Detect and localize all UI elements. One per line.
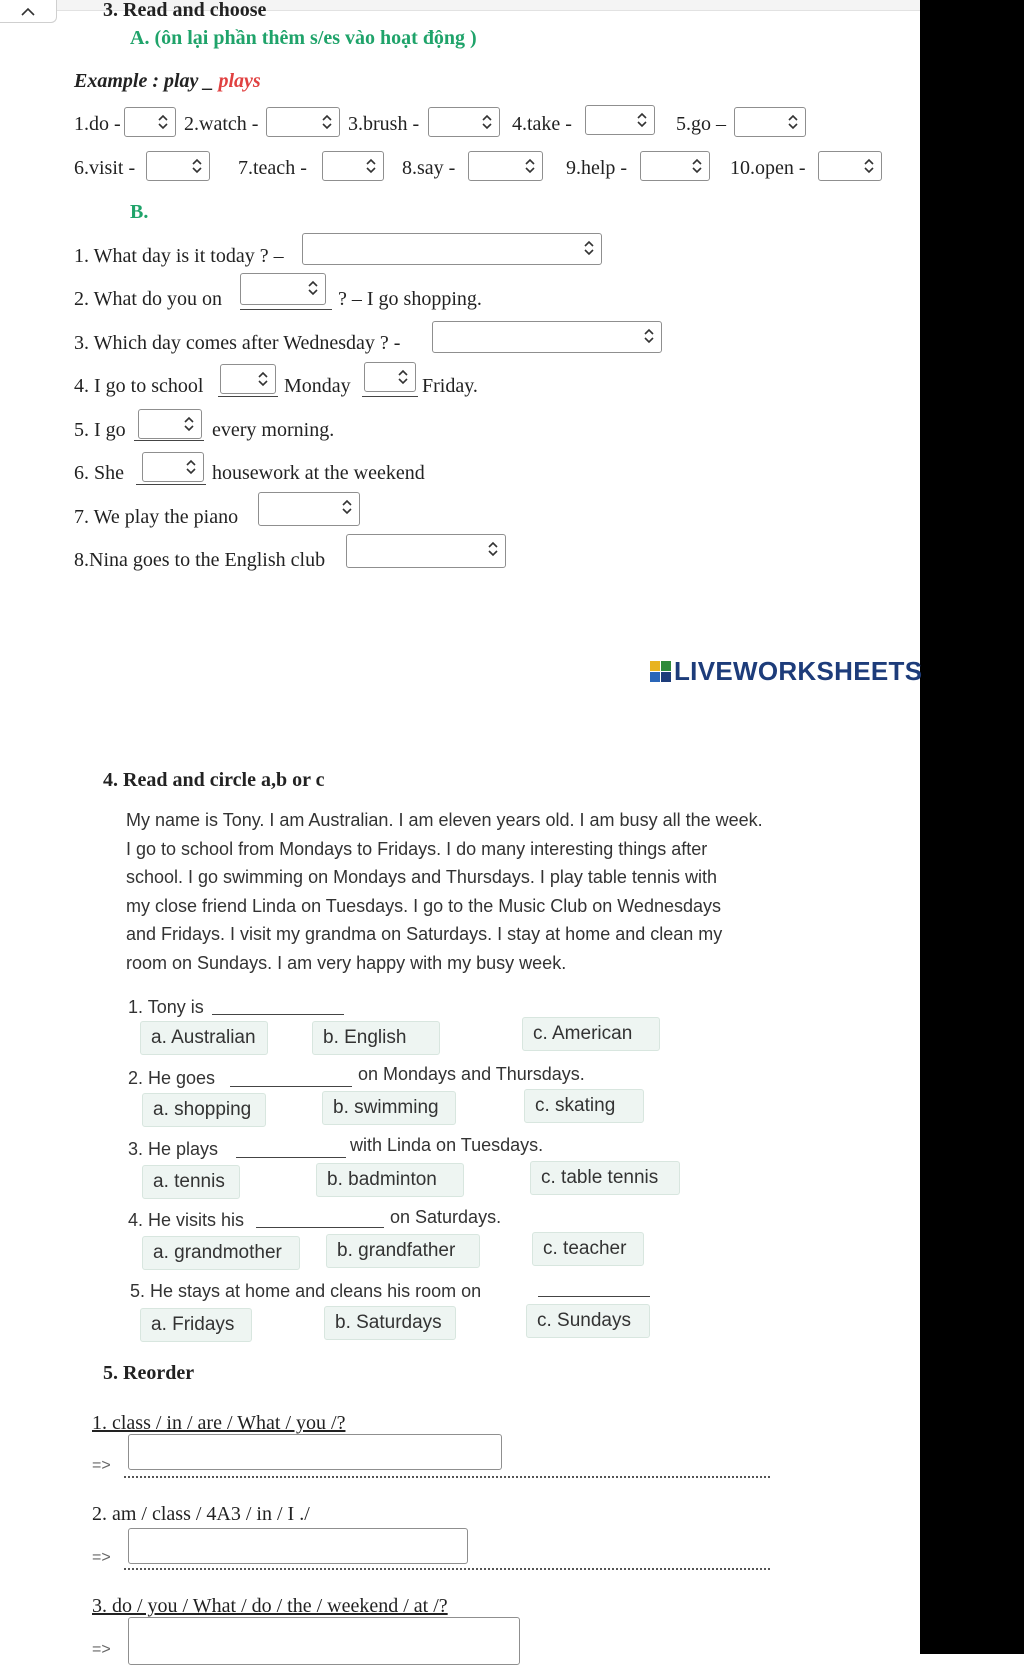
section3-title: 3. Read and choose	[103, 0, 267, 21]
example-line	[74, 70, 261, 93]
select-arrows-icon	[582, 238, 596, 258]
liveworksheets-grid-icon	[650, 661, 671, 682]
passage-line: and Fridays. I visit my grandma on Saturdays. I stay at home and clean my	[126, 924, 723, 944]
section3-partA-heading: A. (ôn lại phần thêm s/es vào hoạt động )	[130, 27, 477, 49]
select-arrows-icon	[306, 278, 320, 298]
section5-title: 5. Reorder	[103, 1362, 195, 1384]
section4-title: 4. Read and circle a,b or c	[103, 769, 325, 791]
passage-line: school. I go swimming on Mondays and Thursdays. I play table tennis with	[126, 867, 717, 887]
answer-dropdown[interactable]	[585, 105, 655, 135]
answer-blank	[256, 1227, 384, 1228]
answer-dropdown[interactable]	[240, 273, 326, 305]
item-label: 6.visit -	[74, 157, 136, 179]
question-2-text-end: on Mondays and Thursdays.	[358, 1064, 585, 1084]
answer-dropdown[interactable]	[322, 151, 384, 181]
item-label: 7.teach -	[238, 157, 307, 179]
option-a[interactable]: a. grandmother	[142, 1236, 300, 1270]
select-arrows-icon	[320, 112, 334, 132]
partB-question-3: 3. Which day comes after Wednesday ? -	[74, 332, 401, 354]
select-arrows-icon	[396, 367, 410, 387]
partB-question-6-post: housework at the weekend	[212, 462, 425, 484]
item-label: 8.say -	[402, 157, 456, 179]
partB-question-4-post: Friday.	[422, 375, 478, 397]
partB-question-8: 8.Nina goes to the English club	[74, 549, 326, 571]
passage-line: room on Sundays. I am very happy with my busy week.	[126, 952, 567, 973]
select-arrows-icon	[862, 156, 876, 176]
partB-question-4-mid: Monday	[284, 375, 351, 397]
reorder-answer-input-2[interactable]	[128, 1528, 468, 1564]
answer-dropdown[interactable]	[266, 107, 340, 137]
item-label: 1.do -	[74, 113, 121, 135]
question-5-text: 5. He stays at home and cleans his room on	[130, 1281, 482, 1301]
answer-dropdown[interactable]	[138, 409, 202, 439]
partB-question-2-pre: 2. What do you on	[74, 288, 222, 310]
item-label: 3.brush -	[348, 113, 420, 135]
partB-question-5-pre: 5. I go	[74, 419, 126, 441]
answer-arrow: =>	[92, 1549, 111, 1566]
liveworksheets-logo	[650, 656, 922, 686]
answer-dropdown[interactable]	[428, 107, 500, 137]
reorder-item-2: 2. am / class / 4A3 / in / I ./	[92, 1503, 310, 1525]
option-b[interactable]: b. swimming	[322, 1091, 456, 1125]
select-arrows-icon	[182, 414, 196, 434]
select-arrows-icon	[642, 326, 656, 346]
item-label: 4.take -	[512, 113, 572, 135]
item-label: 2.watch -	[184, 113, 259, 135]
question-3-text-end: with Linda on Tuesdays.	[350, 1135, 544, 1155]
question-1-text: 1. Tony is	[128, 997, 204, 1017]
select-arrows-icon	[523, 156, 537, 176]
item-label: 5.go –	[676, 113, 726, 135]
dotted-line	[124, 1476, 770, 1478]
select-arrows-icon	[184, 457, 198, 477]
passage-line: I go to school from Mondays to Fridays. I do many interesting things after	[126, 838, 708, 859]
liveworksheets-wordmark: LIVEWORKSHEETS	[674, 655, 923, 686]
option-c[interactable]: c. teacher	[532, 1232, 644, 1266]
select-arrows-icon	[480, 112, 494, 132]
partB-question-6-pre: 6. She	[74, 462, 124, 484]
partB-question-1: 1. What day is it today ? –	[74, 245, 284, 267]
option-b[interactable]: b. English	[312, 1021, 440, 1055]
answer-blank	[538, 1296, 650, 1297]
answer-dropdown[interactable]	[468, 151, 543, 181]
dotted-line	[124, 1568, 770, 1570]
answer-dropdown[interactable]	[220, 364, 276, 394]
item-label: 9.help -	[566, 157, 628, 179]
answer-dropdown[interactable]	[124, 107, 176, 137]
example-answer: plays	[218, 70, 261, 92]
select-arrows-icon	[486, 539, 500, 559]
answer-blank	[236, 1157, 346, 1158]
option-c[interactable]: c. table tennis	[530, 1161, 680, 1195]
answer-underline	[362, 396, 418, 397]
answer-dropdown[interactable]	[258, 492, 360, 526]
partB-question-7: 7. We play the piano	[74, 506, 239, 528]
chevron-up-icon	[21, 7, 35, 16]
option-a[interactable]: a. Fridays	[140, 1308, 252, 1342]
select-arrows-icon	[690, 156, 704, 176]
select-arrows-icon	[156, 112, 170, 132]
passage-line: My name is Tony. I am Australian. I am eleven years old. I am busy all the week.	[126, 810, 763, 830]
option-b[interactable]: b. Saturdays	[324, 1306, 456, 1340]
option-b[interactable]: b. badminton	[316, 1163, 464, 1197]
answer-arrow: =>	[92, 1641, 111, 1658]
item-label: 10.open -	[730, 157, 806, 179]
select-arrows-icon	[190, 156, 204, 176]
question-4-text: 4. He visits his	[128, 1210, 245, 1230]
answer-dropdown[interactable]	[640, 151, 710, 181]
answer-dropdown[interactable]	[818, 151, 882, 181]
answer-dropdown[interactable]	[432, 321, 662, 353]
answer-blank	[212, 1014, 344, 1015]
reorder-item-1: 1. class / in / are / What / you /?	[92, 1412, 346, 1434]
answer-dropdown[interactable]	[346, 534, 506, 568]
select-arrows-icon	[340, 497, 354, 517]
reorder-answer-input-3[interactable]	[128, 1617, 520, 1665]
answer-dropdown[interactable]	[734, 107, 806, 137]
section3-partB-heading: B.	[130, 201, 149, 223]
partB-question-5-post: every morning.	[212, 419, 335, 441]
answer-dropdown[interactable]	[142, 452, 204, 482]
right-black-bar	[920, 0, 1024, 1654]
answer-dropdown[interactable]	[364, 362, 416, 392]
collapse-button[interactable]	[0, 0, 57, 23]
answer-underline	[240, 309, 332, 310]
option-a[interactable]: a. tennis	[142, 1165, 240, 1199]
answer-underline	[136, 484, 206, 485]
question-2-text: 2. He goes	[128, 1068, 216, 1088]
select-arrows-icon	[256, 369, 270, 389]
reading-passage	[126, 806, 801, 977]
select-arrows-icon	[364, 156, 378, 176]
option-c[interactable]: c. Sundays	[526, 1304, 650, 1338]
answer-blank	[230, 1086, 352, 1087]
option-c[interactable]: c. American	[522, 1017, 660, 1051]
example-prefix: Example : play _	[74, 70, 219, 92]
partB-question-4-pre: 4. I go to school	[74, 375, 204, 397]
partB-question-2-post: ? – I go shopping.	[338, 288, 482, 310]
option-a[interactable]: a. shopping	[142, 1093, 266, 1127]
select-arrows-icon	[635, 110, 649, 130]
option-c[interactable]: c. skating	[524, 1089, 644, 1123]
answer-underline	[134, 440, 204, 441]
answer-dropdown[interactable]	[302, 233, 602, 265]
passage-line: my close friend Linda on Tuesdays. I go to the Music Club on Wednesdays	[126, 895, 721, 916]
answer-dropdown[interactable]	[146, 151, 210, 181]
select-arrows-icon	[786, 112, 800, 132]
option-a[interactable]: a. Australian	[140, 1021, 268, 1055]
question-3-text: 3. He plays	[128, 1139, 219, 1159]
option-b[interactable]: b. grandfather	[326, 1234, 480, 1268]
question-4-text-end: on Saturdays.	[390, 1207, 502, 1227]
reorder-answer-input-1[interactable]	[128, 1434, 502, 1470]
answer-underline	[218, 396, 278, 397]
reorder-item-3: 3. do / you / What / do / the / weekend / at /?	[92, 1595, 448, 1617]
answer-arrow: =>	[92, 1457, 111, 1474]
